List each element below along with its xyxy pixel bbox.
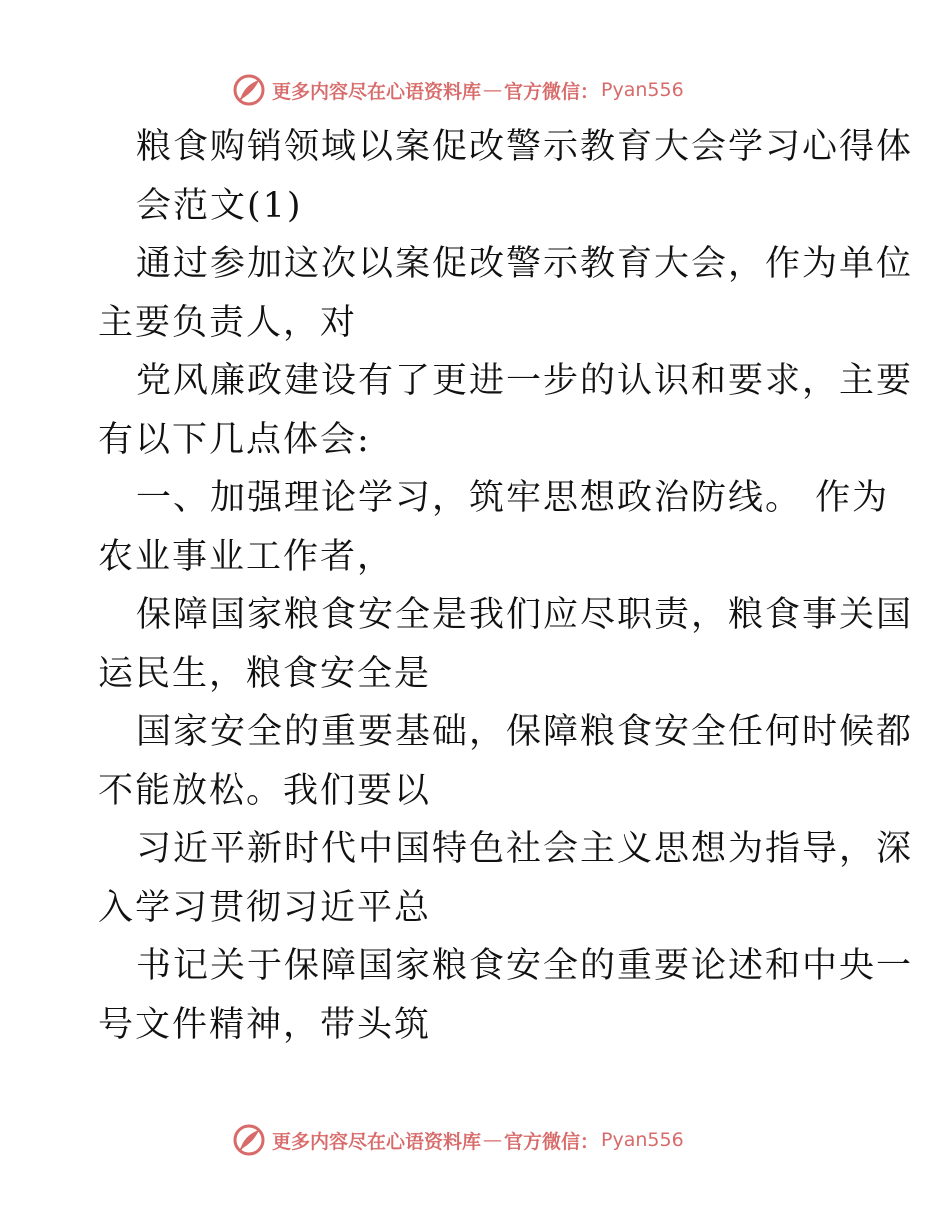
paragraph-line: 习近平新时代中国特色社会主义思想为指导，深	[136, 829, 914, 869]
wechat-id: Pyan556	[601, 1129, 684, 1151]
paragraph-line: 保障国家粮食安全是我们应尽职责，粮食事关国	[136, 595, 914, 635]
feather-quill-icon	[232, 73, 266, 107]
wechat-id: Pyan556	[601, 79, 684, 101]
paragraph-line: 主要负责人，对	[98, 302, 358, 343]
paragraph-line: 国家安全的重要基础，保障粮食安全任何时候都	[136, 712, 914, 752]
paragraph-line: 运民生，粮食安全是	[98, 653, 432, 694]
document-body	[98, 118, 914, 1054]
site-name: 更多内容尽在心语资料库	[272, 80, 482, 103]
paragraph-line: 通过参加这次以案促改警示教育大会，作为单位	[136, 244, 914, 284]
paragraph-line: 不能放松。我们要以	[98, 770, 432, 811]
title-line-2: 会范文(1)	[136, 185, 303, 226]
paragraph-line: 书记关于保障国家粮食安全的重要论述和中央一	[136, 946, 914, 986]
paragraph-line: 党风廉政建设有了更进一步的认识和要求，主要	[136, 361, 914, 401]
paragraph-line: 入学习贯彻习近平总	[98, 887, 432, 928]
wechat-label: 官方微信：	[504, 1130, 600, 1153]
site-name: 更多内容尽在心语资料库	[272, 1130, 482, 1153]
separator: —	[483, 79, 503, 101]
paragraph-line: 农业事业工作者，	[98, 536, 395, 577]
paragraph-line: 号文件精神，带头筑	[98, 1004, 432, 1045]
separator: —	[483, 1129, 503, 1151]
footer-watermark	[232, 1122, 684, 1158]
title-line-1: 粮食购销领域以案促改警示教育大会学习心得体	[136, 127, 914, 167]
wechat-label: 官方微信：	[504, 80, 600, 103]
header-watermark	[232, 72, 684, 108]
paragraph-line: 有以下几点体会:	[98, 419, 371, 460]
paragraph-line: 一、加强理论学习，筑牢思想政治防线。 作为	[136, 478, 890, 518]
feather-quill-icon	[232, 1123, 266, 1157]
